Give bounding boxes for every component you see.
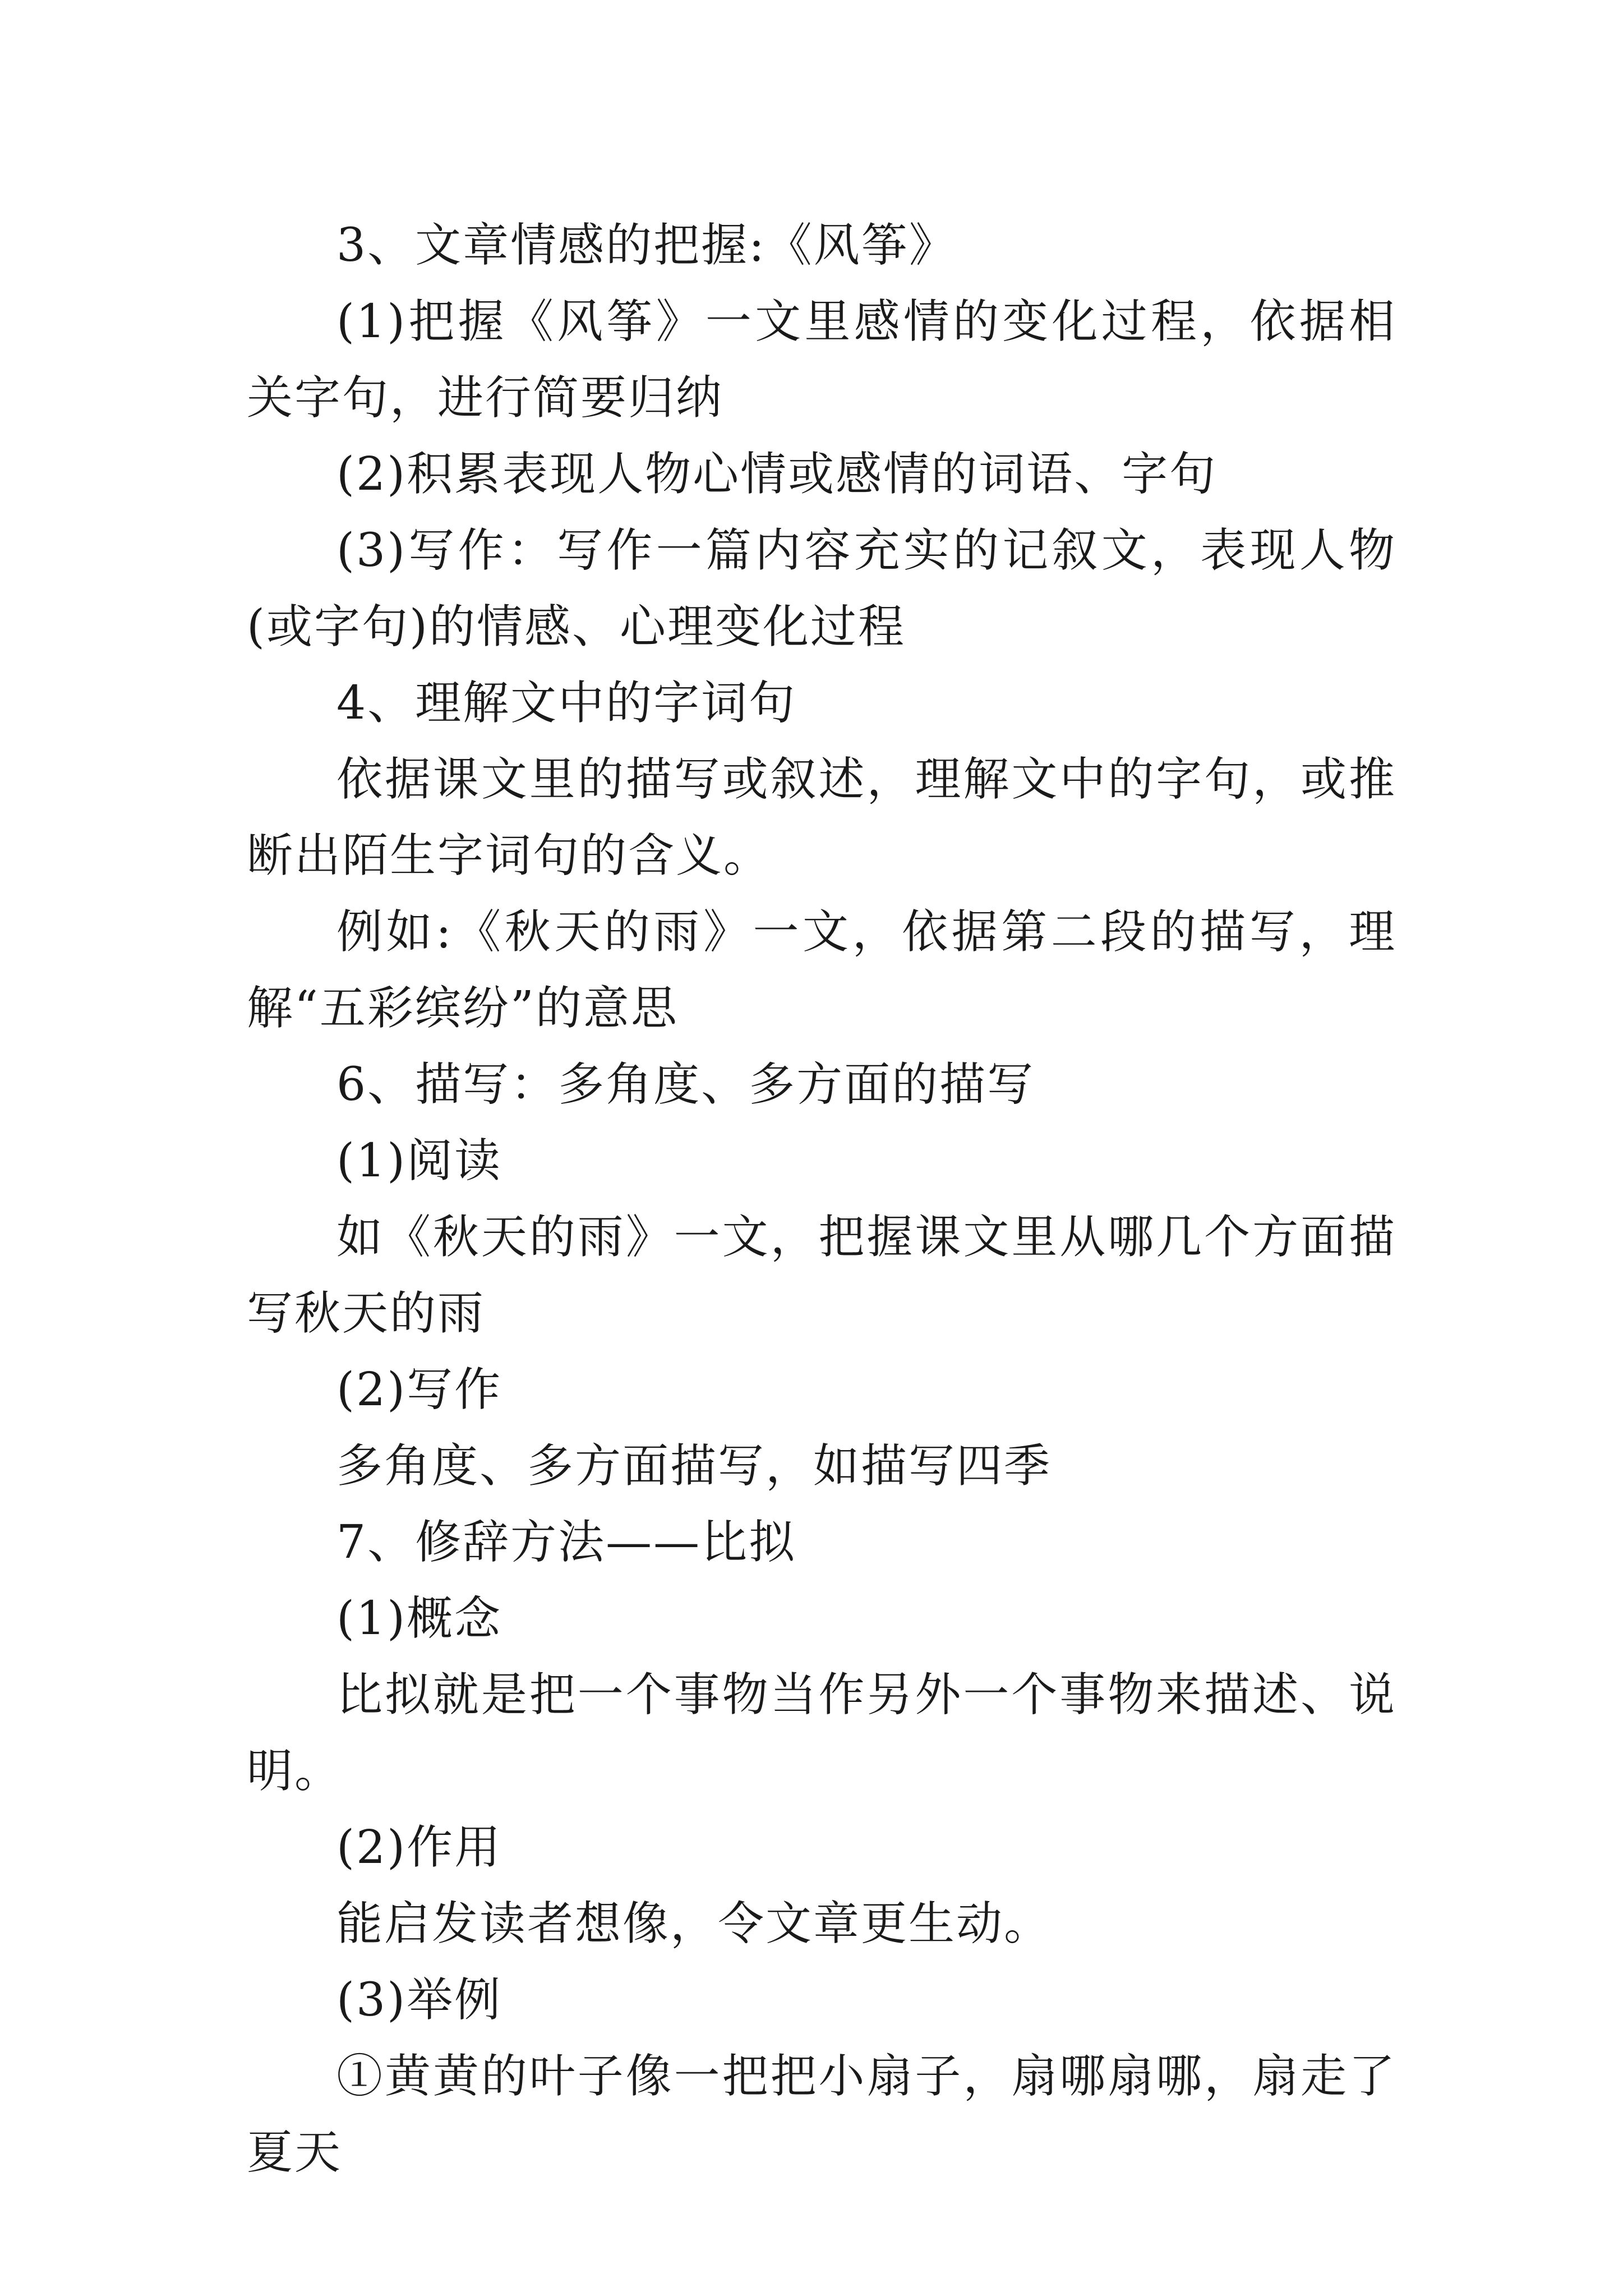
- paragraph-heading-6: 6、描写：多角度、多方面的描写: [336, 1058, 1035, 1111]
- paragraph: (2)积累表现人物心情或感情的词语、字句: [336, 448, 1218, 501]
- document-body: [247, 208, 1396, 2191]
- paragraph: 如《秋天的雨》一文，把握课文里从哪几个方面描写秋天的雨: [247, 1211, 1396, 1340]
- paragraph: 比拟就是把一个事物当作另外一个事物来描述、说明。: [247, 1668, 1396, 1798]
- paragraph: (1)阅读: [336, 1134, 502, 1188]
- paragraph: (3)举例: [336, 1973, 502, 2027]
- paragraph: (1)概念: [336, 1592, 502, 1645]
- paragraph: 依据课文里的描写或叙述，理解文中的字句，或推断出陌生字词句的含义。: [247, 753, 1396, 882]
- paragraph: ①黄黄的叶子像一把把小扇子，扇哪扇哪，扇走了夏天: [247, 2050, 1396, 2179]
- paragraph-heading-4: 4、理解文中的字词句: [336, 677, 797, 730]
- paragraph: 能启发读者想像，令文章更生动。: [336, 1897, 1052, 1950]
- paragraph-heading-3: 3、文章情感的把握:《风筝》: [336, 219, 957, 272]
- paragraph: (1)把握《风筝》一文里感情的变化过程，依据相关字句，进行简要归纳: [247, 295, 1396, 425]
- paragraph: (2)作用: [336, 1821, 502, 1874]
- paragraph: 多角度、多方面描写，如描写四季: [336, 1439, 1052, 1493]
- paragraph: (2)写作: [336, 1363, 502, 1416]
- paragraph: (3)写作：写作一篇内容充实的记叙文，表现人物(或字句)的情感、心理变化过程: [247, 524, 1396, 654]
- paragraph-heading-7: 7、修辞方法——比拟: [336, 1516, 797, 1569]
- paragraph: 例如:《秋天的雨》一文，依据第二段的描写，理解“五彩缤纷”的意思: [247, 905, 1396, 1035]
